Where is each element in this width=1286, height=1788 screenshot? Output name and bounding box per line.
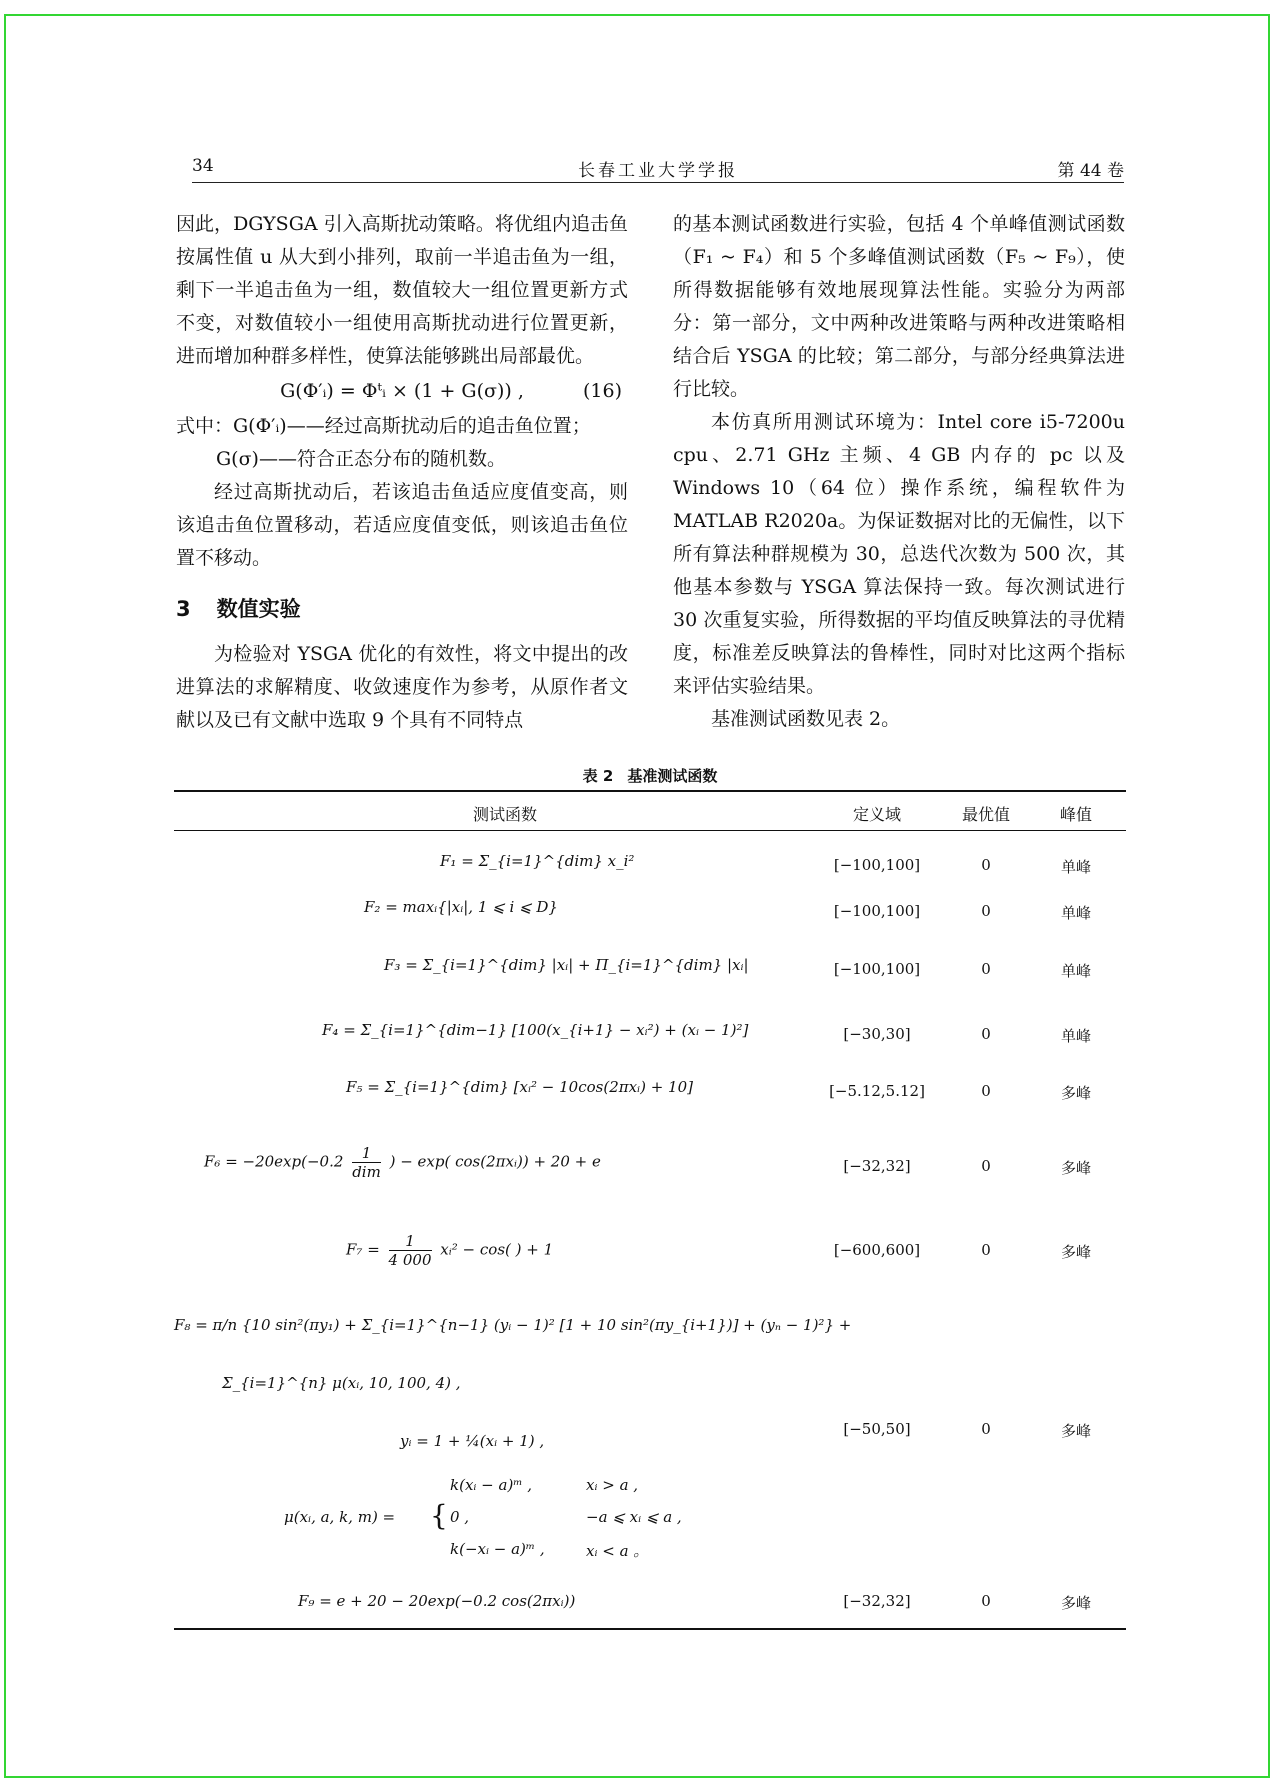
domain-cell: [−100,100] <box>833 856 921 874</box>
domain-cell: [−50,50] <box>843 1420 911 1438</box>
formula-f9 <box>298 1592 575 1610</box>
equation-body: G(Φ′ᵢ) = Φᵗᵢ × (1 + G(σ)) , <box>280 380 524 402</box>
formula-f3: F₃ = Σ_{i=1}^{dim} |xᵢ| + Π_{i=1}^{dim} |xᵢ| <box>384 956 749 974</box>
optimum-cell: 0 <box>981 1241 991 1259</box>
f7-denominator: 4 000 <box>388 1251 432 1269</box>
optimum-cell: 0 <box>981 902 991 920</box>
running-header <box>192 152 1124 183</box>
case-2-cond: −a ⩽ xᵢ ⩽ a , <box>586 1508 682 1526</box>
peak-cell: 单峰 <box>1060 962 1091 980</box>
peak-cell: 多峰 <box>1060 1159 1091 1177</box>
peak-cell: 多峰 <box>1060 1594 1091 1612</box>
formula-f4: F₄ = Σ_{i=1}^{dim−1} [100(x_{i+1} − xᵢ²) + (xᵢ − 1)²] <box>322 1021 749 1039</box>
peak-cell: 多峰 <box>1060 1243 1091 1261</box>
peak-cell: 单峰 <box>1060 904 1091 922</box>
f9-part: cos(2πxᵢ)) <box>501 1592 576 1610</box>
formula-f2: F₂ = maxᵢ{|xᵢ|, 1 ⩽ i ⩽ D} <box>364 898 558 916</box>
peak-cell: 单峰 <box>1060 1027 1091 1045</box>
f7-part: xᵢ² − <box>440 1240 476 1259</box>
optimum-cell: 0 <box>981 1592 991 1610</box>
domain-cell: [−32,32] <box>843 1157 911 1175</box>
f7-part: ) + 1 <box>515 1240 554 1259</box>
case-2-expr: 0 , <box>450 1508 470 1526</box>
table-number: 表 2 <box>582 767 614 785</box>
peak-cell: 单峰 <box>1060 858 1091 876</box>
f7-part: cos( <box>479 1240 511 1259</box>
peak-cell: 多峰 <box>1060 1084 1091 1102</box>
case-3-expr: k(−xᵢ − a)ᵐ , <box>450 1540 545 1558</box>
optimum-cell: 0 <box>981 856 991 874</box>
section-number: 3 <box>176 597 191 621</box>
domain-cell: [−5.12,5.12] <box>829 1082 925 1100</box>
optimum-cell: 0 <box>981 1025 991 1043</box>
case-1-cond: xᵢ > a , <box>586 1476 639 1494</box>
volume-label: 第 44 卷 <box>1057 161 1124 181</box>
paragraph: 基准测试函数见表 2。 <box>711 708 901 730</box>
where-line: 式中：G(Φ′ᵢ)——经过高斯扰动后的追击鱼位置； <box>176 415 591 437</box>
section-title: 数值实验 <box>216 597 301 621</box>
case-1-expr: k(xᵢ − a)ᵐ , <box>450 1476 533 1494</box>
formula-f5: F₅ = Σ_{i=1}^{dim} [xᵢ² − 10cos(2πxᵢ) + 10] <box>346 1078 693 1096</box>
brace-icon: { <box>430 1499 448 1532</box>
table-bottom-rule <box>174 1628 1126 1630</box>
formula-f7 <box>346 1232 553 1269</box>
paragraph: 本仿真所用测试环境为：Intel core i5-7200u cpu、2.71 GHz 主频、4 GB 内存的 pc 以及 Windows 10（64 位）操作系统，编程软件为 MATLAB R2020a。为保证数据对比的无偏性，以下所有算法种群规模为 30，总迭代次数为 500 次，其他基本参数与 YSGA 算法保持一致。每次测试进行 30 次重复实验，所得数据的平均值反映算法的寻优精度，标准差反映算法的鲁棒性，同时对比这两个指标来评估实验结果。 <box>673 411 1125 697</box>
domain-cell: [−100,100] <box>833 902 921 920</box>
f9-part: F₉ = e + 20 − 20exp(−0.2 <box>298 1592 497 1610</box>
page-number: 34 <box>192 156 214 176</box>
table-caption <box>174 765 1126 786</box>
formula-f8-line3: yᵢ = 1 + ¼(xᵢ + 1) , <box>400 1432 545 1450</box>
journal-title: 长春工业大学学报 <box>578 161 738 181</box>
f6-numerator: 1 <box>352 1144 381 1163</box>
f7-numerator: 1 <box>389 1232 432 1251</box>
table-top-rule <box>174 790 1126 792</box>
formula-f1: F₁ = Σ_{i=1}^{dim} x_i² <box>440 852 635 870</box>
section-heading <box>176 593 628 626</box>
table-title: 基准测试函数 <box>627 767 718 785</box>
optimum-cell: 0 <box>981 1420 991 1438</box>
formula-f6 <box>204 1144 601 1181</box>
optimum-cell: 0 <box>981 1082 991 1100</box>
domain-cell: [−30,30] <box>843 1025 911 1043</box>
where-line: G(σ)——符合正态分布的随机数。 <box>216 448 506 470</box>
column-header: 定义域 <box>852 805 901 824</box>
right-column <box>673 208 1125 736</box>
f6-part: cos(2πxᵢ)) + 20 + e <box>455 1152 601 1171</box>
column-header: 峰值 <box>1059 805 1092 824</box>
f7-fraction <box>389 1232 432 1269</box>
column-header: 测试函数 <box>472 805 537 824</box>
optimum-cell: 0 <box>981 1157 991 1175</box>
paragraph: 因此，DGYSGA 引入高斯扰动策略。将优组内追击鱼按属性值 u 从大到小排列，取前一半追击鱼为一组，剩下一半追击鱼为一组，数值较大一组位置更新方式不变，对数值较小一组使用高斯扰动进行位置更新，进而增加种群多样性，使算法能够跳出局部最优。 <box>176 213 628 367</box>
formula-f8-mu: μ(xᵢ, a, k, m) = <box>284 1508 396 1526</box>
column-header: 最优值 <box>961 805 1010 824</box>
f6-denominator: dim <box>352 1163 381 1181</box>
equation-16 <box>176 375 628 408</box>
f6-part: ) − exp( <box>389 1152 451 1171</box>
f6-fraction <box>352 1144 381 1181</box>
formula-f8-line2: Σ_{i=1}^{n} μ(xᵢ, 10, 100, 4) , <box>222 1374 461 1392</box>
domain-cell: [−100,100] <box>833 960 921 978</box>
f6-part: F₆ = −20exp(−0.2 <box>204 1152 344 1171</box>
domain-cell: [−32,32] <box>843 1592 911 1610</box>
equation-number: (16) <box>582 380 622 402</box>
formula-f8-line1: F₈ = π/n {10 sin²(πy₁) + Σ_{i=1}^{n−1} (yᵢ − 1)² [1 + 10 sin²(πy_{i+1})] + (yₙ − 1)²} + <box>174 1316 852 1334</box>
table-header-rule <box>174 830 1126 831</box>
paragraph: 经过高斯扰动后，若该追击鱼适应度值变高，则该追击鱼位置移动，若适应度值变低，则该追击鱼位置不移动。 <box>176 481 628 569</box>
paragraph: 的基本测试函数进行实验，包括 4 个单峰值测试函数（F₁ ~ F₄）和 5 个多峰值测试函数（F₅ ~ F₉），使所得数据能够有效地展现算法性能。实验分为两部分：第一部分，文中两种改进策略与两种改进策略相结合后 YSGA 的比较；第二部分，与部分经典算法进行比较。 <box>673 213 1125 400</box>
case-3-cond: xᵢ < a 。 <box>586 1542 649 1560</box>
left-column <box>176 208 628 737</box>
optimum-cell: 0 <box>981 960 991 978</box>
peak-cell: 多峰 <box>1060 1422 1091 1440</box>
f7-part: F₇ = <box>346 1240 380 1259</box>
paragraph: 为检验对 YSGA 优化的有效性，将文中提出的改进算法的求解精度、收敛速度作为参考，从原作者文献以及已有文献中选取 9 个具有不同特点 <box>176 643 628 731</box>
domain-cell: [−600,600] <box>833 1241 921 1259</box>
